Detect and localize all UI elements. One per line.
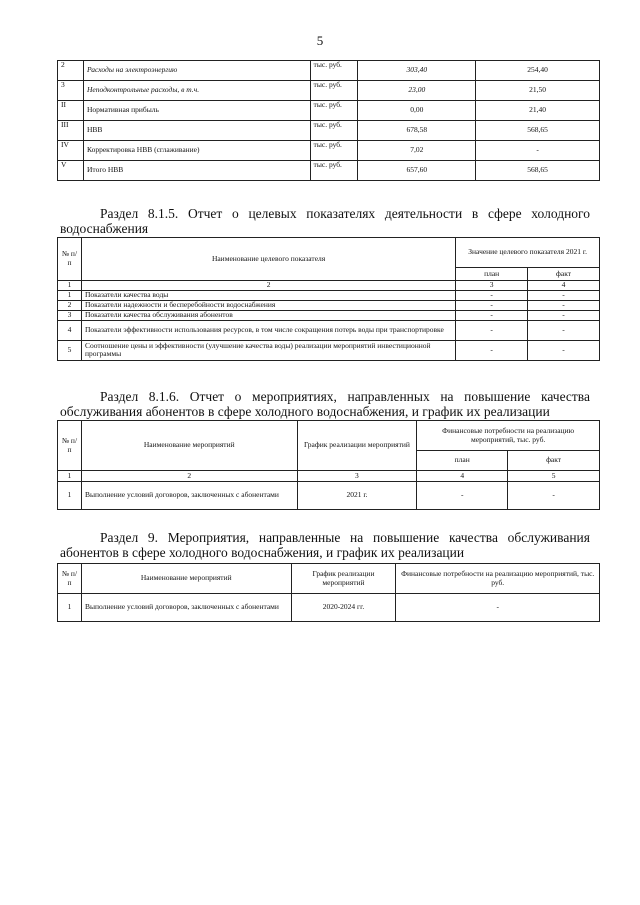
- row-name: Итого НВВ: [83, 161, 310, 181]
- row-fact: 568,65: [476, 161, 600, 181]
- row-plan: -: [456, 340, 528, 360]
- target-indicators-table: [57, 237, 600, 361]
- index-cell: 2: [81, 471, 297, 482]
- row-schedule: 2020-2024 гг.: [291, 594, 396, 622]
- index-cell: 2: [81, 281, 455, 291]
- index-cell: 3: [456, 281, 528, 291]
- col-num-header: № п/п: [58, 238, 82, 281]
- row-unit: тыс. руб.: [310, 101, 358, 121]
- col-name-header: Наименование целевого показателя: [81, 238, 455, 281]
- row-number: V: [58, 161, 84, 181]
- row-plan: 0,00: [358, 101, 476, 121]
- row-finance: -: [396, 594, 600, 622]
- table-row: [58, 320, 600, 340]
- col-fact-header: факт: [528, 268, 600, 281]
- row-plan: 7,02: [358, 141, 476, 161]
- row-plan: -: [456, 320, 528, 340]
- col-name-header: Наименование мероприятий: [81, 564, 291, 594]
- row-name: Корректировка НВВ (сглаживание): [83, 141, 310, 161]
- row-plan: -: [417, 482, 508, 510]
- col-num-header: № п/п: [58, 564, 82, 594]
- col-num-header: № п/п: [58, 421, 82, 471]
- row-fact: -: [508, 482, 600, 510]
- index-cell: 4: [528, 281, 600, 291]
- index-cell: 1: [58, 471, 82, 482]
- row-plan: 678,58: [358, 121, 476, 141]
- col-name-header: Наименование мероприятий: [81, 421, 297, 471]
- table-row: [58, 594, 600, 622]
- row-plan: 657,60: [358, 161, 476, 181]
- table-row: [58, 290, 600, 300]
- col-value-header: Значение целевого показателя 2021 г.: [456, 238, 600, 268]
- col-schedule-header: График реализации мероприятий: [297, 421, 417, 471]
- row-fact: -: [528, 290, 600, 300]
- row-number: 1: [58, 594, 82, 622]
- index-cell: 1: [58, 281, 82, 291]
- row-number: 2: [58, 300, 82, 310]
- cost-table: [57, 60, 600, 181]
- table-row: [58, 482, 600, 510]
- index-cell: 3: [297, 471, 417, 482]
- row-name: Выполнение условий договоров, заключенных с абонентами: [81, 482, 297, 510]
- row-fact: -: [528, 310, 600, 320]
- row-unit: тыс. руб.: [310, 141, 358, 161]
- row-number: II: [58, 101, 84, 121]
- row-number: 3: [58, 310, 82, 320]
- row-name: Показатели качества воды: [81, 290, 455, 300]
- col-plan-header: план: [456, 268, 528, 281]
- row-fact: -: [528, 340, 600, 360]
- row-unit: тыс. руб.: [310, 121, 358, 141]
- row-name: Соотношение цены и эффективности (улучшение качества воды) реализации мероприятий инвестиционной программы: [81, 340, 455, 360]
- col-plan-header: план: [417, 451, 508, 471]
- row-schedule: 2021 г.: [297, 482, 417, 510]
- table-row: [58, 310, 600, 320]
- row-plan: -: [456, 310, 528, 320]
- row-fact: 568,65: [476, 121, 600, 141]
- row-number: 1: [58, 290, 82, 300]
- col-finance-header: Финансовые потребности на реализацию мероприятий, тыс. руб.: [396, 564, 600, 594]
- table-row: [58, 81, 600, 101]
- row-number: 3: [58, 81, 84, 101]
- row-unit: тыс. руб.: [310, 161, 358, 181]
- measures-plan-table: [57, 563, 600, 622]
- table-row: [58, 161, 600, 181]
- section-8-1-5-heading: Раздел 8.1.5. Отчет о целевых показателях деятельности в сфере холодного водоснабжения: [60, 206, 590, 236]
- row-name: Нормативная прибыль: [83, 101, 310, 121]
- col-finance-header: Финансовые потребности на реализацию мероприятий, тыс. руб.: [417, 421, 600, 451]
- row-name: Расходы на электроэнергию: [83, 61, 310, 81]
- row-name: НВВ: [83, 121, 310, 141]
- row-fact: 21,50: [476, 81, 600, 101]
- row-number: 2: [58, 61, 84, 81]
- index-cell: 5: [508, 471, 600, 482]
- row-plan: 303,40: [358, 61, 476, 81]
- row-number: IV: [58, 141, 84, 161]
- section-8-1-6-heading: Раздел 8.1.6. Отчет о мероприятиях, направленных на повышение качества обслуживания абонентов в сфере холодного водоснабжения, и график их реализации: [60, 389, 590, 419]
- measures-report-table: [57, 420, 600, 510]
- row-number: III: [58, 121, 84, 141]
- table-row: [58, 61, 600, 81]
- row-name: Показатели надежности и бесперебойности водоснабжения: [81, 300, 455, 310]
- row-fact: 254,40: [476, 61, 600, 81]
- row-name: Выполнение условий договоров, заключенных с абонентами: [81, 594, 291, 622]
- row-name: Неподконтрольные расходы, в т.ч.: [83, 81, 310, 101]
- row-unit: тыс. руб.: [310, 61, 358, 81]
- page-number: 5: [316, 33, 324, 48]
- row-fact: -: [528, 320, 600, 340]
- table-row: [58, 121, 600, 141]
- row-fact: -: [476, 141, 600, 161]
- row-number: 1: [58, 482, 82, 510]
- col-fact-header: факт: [508, 451, 600, 471]
- row-fact: 21,40: [476, 101, 600, 121]
- table-row: [58, 141, 600, 161]
- section-9-heading: Раздел 9. Мероприятия, направленные на повышение качества обслуживания абонентов в сфере холодного водоснабжения, и график их реализации: [60, 530, 590, 560]
- row-plan: 23,00: [358, 81, 476, 101]
- index-cell: 4: [417, 471, 508, 482]
- table-row: [58, 300, 600, 310]
- row-fact: -: [528, 300, 600, 310]
- row-name: Показатели эффективности использования ресурсов, в том числе сокращения потерь воды при транспортировке: [81, 320, 455, 340]
- table-row: [58, 340, 600, 360]
- row-plan: -: [456, 290, 528, 300]
- row-number: 5: [58, 340, 82, 360]
- row-plan: -: [456, 300, 528, 310]
- row-number: 4: [58, 320, 82, 340]
- row-unit: тыс. руб.: [310, 81, 358, 101]
- col-schedule-header: График реализации мероприятий: [291, 564, 396, 594]
- table-row: [58, 101, 600, 121]
- row-name: Показатели качества обслуживания абонентов: [81, 310, 455, 320]
